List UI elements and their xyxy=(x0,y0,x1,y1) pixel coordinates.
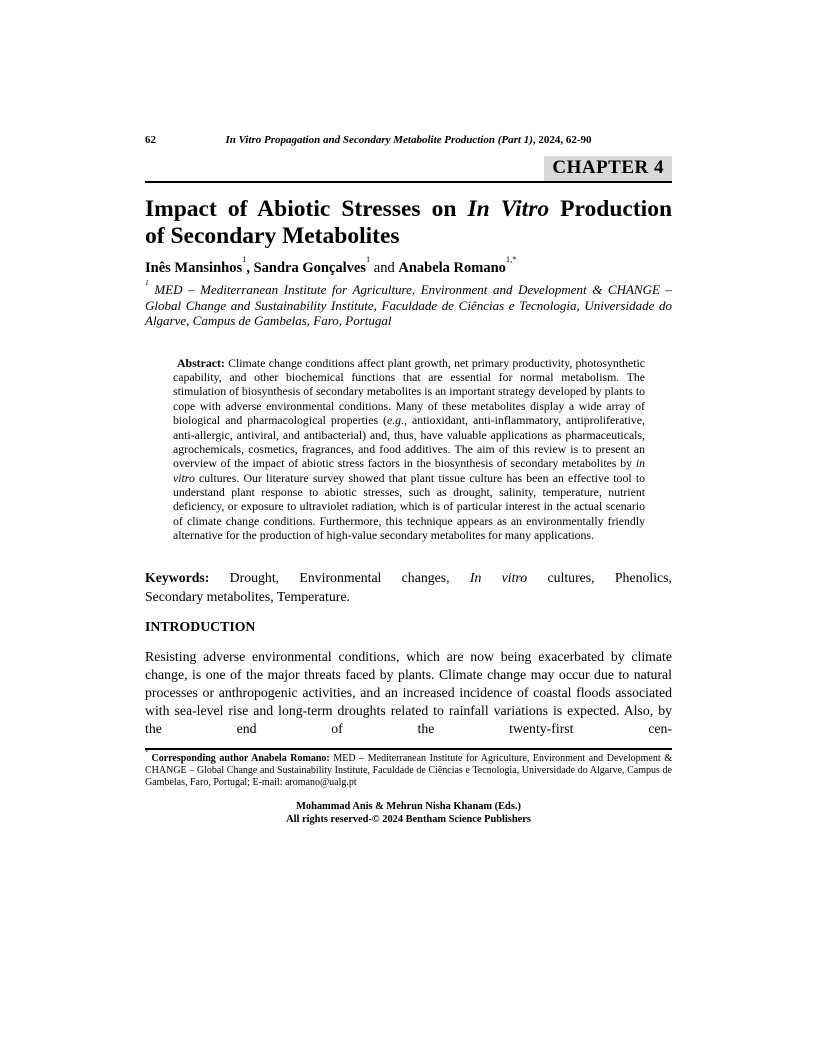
page-number: 62 xyxy=(145,134,156,146)
keywords-label: Keywords: xyxy=(145,570,210,586)
keywords-italic: In vitro xyxy=(469,570,528,586)
running-title xyxy=(213,133,604,148)
keywords-text: cultures, Phenolics, xyxy=(527,570,672,586)
corresponding-author-footnote xyxy=(145,750,673,789)
publisher-footer xyxy=(145,801,672,826)
chapter-badge: CHAPTER 4 xyxy=(544,156,672,181)
abstract-text: , antioxidant, anti-inflammatory, antiproliferative, anti-allergic, antiviral, and antibacterial) and, thus, have valuable applications as pharmaceuticals, agrochemicals, cosmetics, fragrances, and food additives. The aim of this review is to present an overview of the impact of abiotic stress factors in the biosynthesis of secondary metabolites by xyxy=(173,413,645,471)
chapter-header-rule xyxy=(145,156,672,183)
footnote-asterisk: * xyxy=(145,750,148,757)
running-header xyxy=(145,133,672,148)
keywords xyxy=(145,569,672,606)
affiliation-text: MED – Mediterranean Institute for Agriculture, Environment and Development & CHANGE – Global Change and Sustainability Institute, Faculdade de Ciências e Tecnologia, Universidade do Algarve, Campus de Gambelas, Faro, Portugal xyxy=(145,282,673,329)
author-superscript: 1 xyxy=(242,255,247,265)
introduction-paragraph: Resisting adverse environmental conditions, which are now being exacerbated by climate change, is one of the major threats faced by plants. Climate change may occur due to natural processes or anthropogenic activities, and an increased incidence of coastal floods associated with sea-level rise and long-term droughts related to rainfall variations is expected. Also, by the end of the twenty-first cen- xyxy=(145,649,672,736)
abstract-italic: in vitro xyxy=(173,456,645,485)
authors-line xyxy=(145,255,672,277)
footnote-separator-rule xyxy=(145,748,672,750)
title-line-1 xyxy=(145,196,672,223)
article-title xyxy=(145,196,672,250)
author-name: Anabela Romano xyxy=(398,260,506,276)
page-content xyxy=(145,133,672,827)
affiliation xyxy=(145,278,673,329)
keywords-line-2: Secondary metabolites, Temperature. xyxy=(145,588,350,604)
authors-and: and xyxy=(373,260,395,276)
abstract-text: Climate change conditions affect plant growth, net primary productivity, photosynthetic capability, and other biochemical functions that are essential for normal metabolism. The stimulation of biosynthesis of secondary metabolites is an important strategy developed by plants to cope with adverse environmental conditions. Many of these metabolites display a wide array of biological and pharmacological properties ( xyxy=(173,355,645,428)
keywords-text: Drought, Environmental changes, xyxy=(209,570,470,586)
title-italic-text: In Vitro xyxy=(467,196,550,222)
author-name: Inês Mansinhos xyxy=(145,260,243,276)
title-line-2: of Secondary Metabolites xyxy=(145,223,400,249)
author-superscript: 1,* xyxy=(505,255,517,265)
running-title-italic: In Vitro Propagation and Secondary Metabolite Production (Part 1) xyxy=(225,134,533,146)
affiliation-superscript: 1 xyxy=(145,278,149,288)
footnote-text: MED – Mediterranean Institute for Agriculture, Environment and Development & CHANGE – Global Change and Sustainability Institute, Faculdade de Ciências e Tecnologia, Universidade do Algarve, Campus de Gambelas, Faro, Portugal; E-mail: aromano@ualg.pt xyxy=(145,753,673,789)
author-superscript: 1 xyxy=(365,255,371,265)
title-text: Production xyxy=(560,196,673,222)
abstract-text: cultures. Our literature survey showed that plant tissue culture has been an effective tool to understand plant response to abiotic stresses, such as drought, salinity, temperature, nutrient deficiency, or exposure to ultraviolet radiation, which is of particular interest in the actual scenario of climate change conditions. Furthermore, this technique appears as an environmentally friendly alternative for the production of high-value secondary metabolites for many applications. xyxy=(173,470,645,542)
running-title-citation: , 2024, 62-90 xyxy=(532,134,592,146)
abstract-italic: e.g. xyxy=(386,413,405,428)
title-text: Impact of Abiotic Stresses on xyxy=(145,196,457,222)
copyright-line: All rights reserved-© 2024 Bentham Science Publishers xyxy=(286,814,531,826)
footnote-label: Corresponding author Anabela Romano: xyxy=(151,753,330,765)
keywords-line-1 xyxy=(145,569,672,588)
author-separator: , xyxy=(246,260,250,276)
introduction-heading: INTRODUCTION xyxy=(145,619,256,635)
abstract xyxy=(173,356,645,542)
abstract-label: Abstract: xyxy=(177,355,225,370)
author-name: Sandra Gonçalves xyxy=(253,260,366,276)
editors-line: Mohammad Anis & Mehrun Nisha Khanam (Eds.) xyxy=(296,801,521,813)
